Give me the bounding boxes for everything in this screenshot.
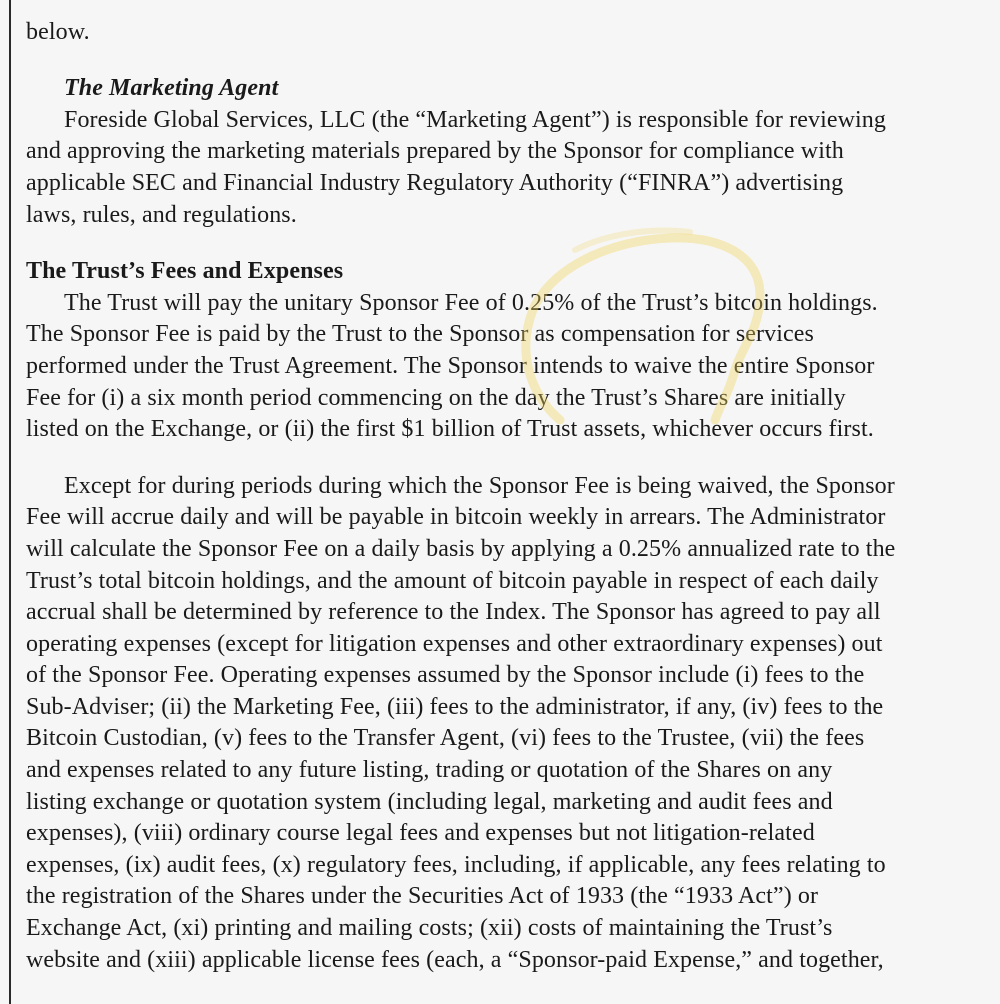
paragraph-line: and expenses related to any future listing, trading or quotation of the Shares on any: [26, 757, 833, 784]
paragraph-line: Sub-Adviser; (ii) the Marketing Fee, (iii) fees to the administrator, if any, (iv) fees to the: [26, 693, 884, 720]
fees-paragraph-2: [26, 471, 990, 503]
paragraph-line: Fee for (i) a six month period commencing on the day the Trust’s Shares are initially: [26, 384, 846, 411]
paragraph-line: listed on the Exchange, or (ii) the first $1 billion of Trust assets, whichever occurs first.: [26, 416, 874, 443]
marketing-agent-heading: The Marketing Agent: [64, 75, 279, 102]
paragraph-line: Except for during periods during which the Sponsor Fee is being waived, the Sponsor: [64, 472, 895, 499]
paragraph-line: The Trust will pay the unitary Sponsor Fee of 0.25% of the Trust’s bitcoin holdings.: [64, 289, 878, 316]
fees-paragraph-1-cont: [26, 319, 990, 445]
paragraph-line: applicable SEC and Financial Industry Regulatory Authority (“FINRA”) advertising: [26, 169, 844, 196]
paragraph-line: listing exchange or quotation system (including legal, marketing and audit fees and: [26, 788, 833, 815]
paragraph-line: Bitcoin Custodian, (v) fees to the Transfer Agent, (vi) fees to the Trustee, (vii) the fees: [26, 725, 865, 752]
paragraph-line: The Sponsor Fee is paid by the Trust to the Sponsor as compensation for services: [26, 321, 814, 348]
paragraph-line: Exchange Act, (xi) printing and mailing costs; (xii) costs of maintaining the Trust’s: [26, 915, 833, 942]
paragraph-line: performed under the Trust Agreement. The Sponsor intends to waive the entire Sponsor: [26, 352, 875, 379]
marketing-agent-paragraph-cont: [26, 136, 990, 231]
paragraph-line: expenses), (viii) ordinary course legal fees and expenses but not litigation-related: [26, 820, 815, 847]
fees-paragraph-1: [26, 288, 990, 320]
document-content: [26, 0, 990, 976]
marketing-agent-paragraph: [26, 105, 990, 137]
paragraph-line: laws, rules, and regulations.: [26, 201, 297, 228]
paragraph-line: website and (xiii) applicable license fees (each, a “Sponsor-paid Expense,” and together,: [26, 946, 884, 973]
left-margin-rule: [9, 0, 11, 1004]
paragraph-line: Fee will accrue daily and will be payable in bitcoin weekly in arrears. The Administrator: [26, 504, 886, 531]
fees-section-heading: The Trust’s Fees and Expenses: [26, 258, 344, 285]
fees-paragraph-2-cont: [26, 502, 990, 976]
paragraph-line: of the Sponsor Fee. Operating expenses assumed by the Sponsor include (i) fees to the: [26, 662, 865, 689]
paragraph-line: will calculate the Sponsor Fee on a daily basis by applying a 0.25% annualized rate to the: [26, 535, 896, 562]
paragraph-line: and approving the marketing materials prepared by the Sponsor for compliance with: [26, 138, 844, 165]
paragraph-line: operating expenses (except for litigation expenses and other extraordinary expenses) out: [26, 630, 883, 657]
paragraph-line: Foreside Global Services, LLC (the “Marketing Agent”) is responsible for reviewing: [64, 106, 886, 133]
paragraph-line: accrual shall be determined by reference to the Index. The Sponsor has agreed to pay all: [26, 599, 881, 626]
top-fragment-line: below.: [26, 18, 90, 45]
paragraph-line: the registration of the Shares under the Securities Act of 1933 (the “1933 Act”) or: [26, 883, 819, 910]
paragraph-line: Trust’s total bitcoin holdings, and the amount of bitcoin payable in respect of each daily: [26, 567, 879, 594]
paragraph-line: expenses, (ix) audit fees, (x) regulatory fees, including, if applicable, any fees relating to: [26, 851, 886, 878]
